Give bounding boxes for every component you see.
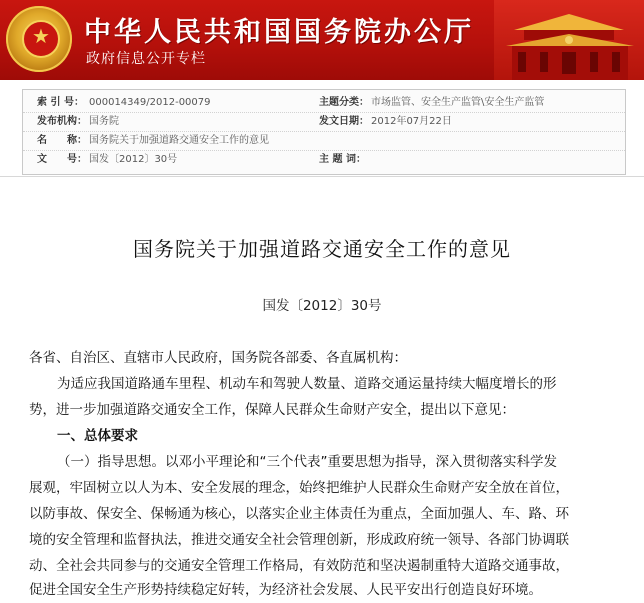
site-subtitle[interactable]: 政府信息公开专栏: [86, 51, 206, 67]
header-banner: [0, 0, 644, 80]
issuer-label: 发布机构：: [37, 116, 87, 127]
section-heading: 一、总体要求: [57, 428, 138, 444]
category-label: 主题分类：: [319, 97, 369, 108]
national-emblem-icon: [6, 6, 72, 72]
document-title: 国务院关于加强道路交通安全工作的意见: [133, 237, 511, 261]
tiananmen-gate-icon: [494, 0, 644, 80]
paragraph-line: 境的安全管理和监督执法，推进交通安全社会管理创新，形成政府统一领导、各部门协调联: [29, 532, 569, 548]
paragraph-line: 以防事故、保安全、保畅通为核心，以落实企业主体责任为重点，全面加强人、车、路、环: [29, 506, 569, 522]
paragraph-line: 展观，牢固树立以人为本、安全发展的理念，始终把维护人民群众生命财产安全放在首位，: [29, 480, 569, 496]
meta-row-docno: [23, 150, 625, 170]
intro-paragraph-line: 势，进一步加强道路交通安全工作，保障人民群众生命财产安全，提出以下意见：: [29, 402, 515, 418]
name-value: 国务院关于加强道路交通安全工作的意见: [89, 135, 269, 146]
docno-value: 国发〔2012〕30号: [89, 154, 178, 165]
index-label: 索 引 号：: [37, 97, 84, 108]
meta-row-name: [23, 131, 625, 151]
intro-paragraph-line: 为适应我国道路通车里程、机动车和驾驶人数量、道路交通运量持续大幅度增长的形: [57, 376, 557, 392]
document-metadata: [22, 89, 626, 175]
paragraph-line: 促进全国安全生产形势持续稳定好转，为经济社会发展、人民平安出行创造良好环境。: [29, 582, 542, 598]
index-value: 000014349/2012-00079: [89, 97, 211, 108]
site-title[interactable]: 中华人民共和国国务院办公厅: [84, 17, 474, 48]
star-icon: ★: [32, 24, 50, 48]
document-body: [0, 176, 644, 601]
paragraph-line: （一）指导思想。以邓小平理论和“三个代表”重要思想为指导，深入贯彻落实科学发: [57, 454, 557, 470]
addressee-line: 各省、自治区、直辖市人民政府，国务院各部委、各直属机构：: [29, 350, 407, 366]
category-value: 市场监管、安全生产监管\安全生产监管: [371, 97, 545, 108]
date-label: 发文日期：: [319, 116, 369, 127]
emblem-center: [22, 20, 60, 58]
date-value: 2012年07月22日: [371, 116, 452, 127]
meta-row-index: [23, 93, 625, 113]
document-number: 国发〔2012〕30号: [262, 298, 382, 314]
issuer-value: 国务院: [89, 116, 119, 127]
name-label: 名 称：: [37, 135, 87, 146]
keywords-label: 主 题 词：: [319, 154, 366, 165]
docno-label: 文 号：: [37, 154, 87, 165]
meta-row-issuer: [23, 112, 625, 132]
paragraph-line: 动、全社会共同参与的交通安全管理工作格局，有效防范和坚决遏制重特大道路交通事故，: [29, 558, 569, 574]
